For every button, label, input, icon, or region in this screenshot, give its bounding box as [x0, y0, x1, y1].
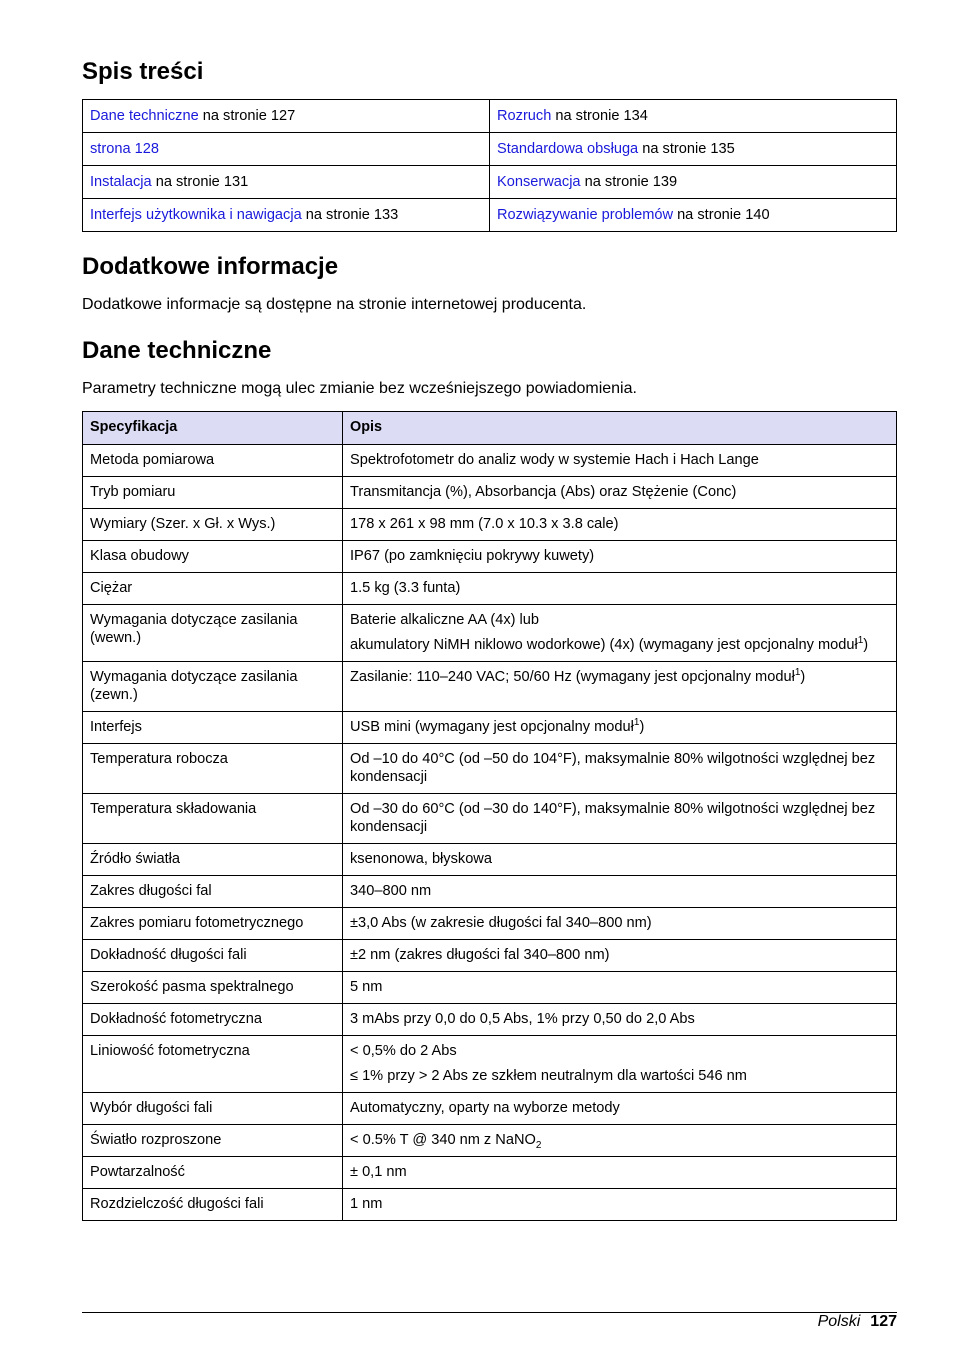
spec-description	[343, 573, 897, 605]
spec-description-line: 1 nm	[350, 1196, 383, 1212]
spec-description	[343, 477, 897, 509]
spec-description	[343, 1036, 897, 1093]
footer-language: Polski	[817, 1313, 861, 1330]
page-footer	[818, 1313, 897, 1331]
spec-row	[83, 744, 897, 794]
spec-name: Klasa obudowy	[83, 541, 343, 573]
footnote-ref: 1	[794, 667, 801, 678]
spec-row	[83, 1036, 897, 1093]
spec-description-line: ksenonowa, błyskowa	[350, 851, 492, 867]
spec-row	[83, 541, 897, 573]
toc-link[interactable]: strona 128	[90, 141, 159, 157]
spec-row	[83, 940, 897, 972]
toc-cell	[83, 100, 490, 133]
toc-page-ref: na stronie 127	[198, 108, 296, 124]
spec-name: Metoda pomiarowa	[83, 445, 343, 477]
spec-name: Liniowość fotometryczna	[83, 1036, 343, 1093]
toc-page-ref: na stronie 131	[151, 174, 249, 190]
toc-link[interactable]: Standardowa obsługa	[497, 141, 639, 157]
spec-name: Interfejs	[83, 712, 343, 744]
spec-description-line: 5 nm	[350, 979, 383, 995]
subscript: 2	[535, 1140, 542, 1151]
spec-description-line: < 0,5% do 2 Abs	[350, 1043, 457, 1059]
spec-description	[343, 445, 897, 477]
toc-link[interactable]: Dane techniczne	[90, 108, 199, 124]
toc-link[interactable]: Rozruch	[497, 108, 552, 124]
spec-row	[83, 605, 897, 662]
spec-name: Temperatura robocza	[83, 744, 343, 794]
spec-description	[343, 712, 897, 744]
toc-link[interactable]: Rozwiązywanie problemów	[497, 207, 674, 223]
spec-table	[82, 411, 897, 1221]
toc-row	[83, 166, 897, 199]
spec-description	[343, 1004, 897, 1036]
spec-row	[83, 1157, 897, 1189]
spec-name: Dokładność fotometryczna	[83, 1004, 343, 1036]
spec-description-line: Spektrofotometr do analiz wody w systemie Hach i Hach Lange	[350, 452, 759, 468]
spec-row	[83, 509, 897, 541]
spec-row	[83, 1189, 897, 1221]
spec-name: Źródło światła	[83, 844, 343, 876]
spec-row	[83, 662, 897, 712]
footnote-ref: 1	[857, 635, 864, 646]
spec-row	[83, 972, 897, 1004]
toc-cell	[83, 133, 490, 166]
spec-description	[343, 1157, 897, 1189]
spec-description	[343, 794, 897, 844]
extra-info-heading: Dodatkowe informacje	[82, 253, 339, 280]
toc-cell	[83, 166, 490, 199]
spec-row	[83, 477, 897, 509]
spec-description-line: Od –30 do 60°C (od –30 do 140°F), maksymalnie 80% wilgotności względnej bez kondensacji	[350, 801, 876, 835]
spec-row	[83, 573, 897, 605]
spec-header-specification: Specyfikacja	[83, 412, 343, 445]
spec-description	[343, 876, 897, 908]
toc-page-ref: na stronie 134	[551, 108, 648, 124]
spec-row	[83, 908, 897, 940]
spec-name: Dokładność długości fali	[83, 940, 343, 972]
extra-info-text: Dodatkowe informacje są dostępne na stronie internetowej producenta.	[82, 296, 587, 313]
spec-row	[83, 1093, 897, 1125]
spec-row	[83, 712, 897, 744]
spec-description-line: < 0.5% T @ 340 nm z NaNO$_2$	[350, 1132, 542, 1151]
toc-row	[83, 100, 897, 133]
spec-row	[83, 844, 897, 876]
spec-description-line: 340–800 nm	[350, 883, 432, 899]
spec-description	[343, 509, 897, 541]
spec-description-line: 1.5 kg (3.3 funta)	[350, 580, 461, 596]
spec-description	[343, 1189, 897, 1221]
spec-description	[343, 541, 897, 573]
toc-page-ref: na stronie 139	[580, 174, 678, 190]
spec-description	[343, 908, 897, 940]
specs-intro: Parametry techniczne mogą ulec zmianie bez wcześniejszego powiadomienia.	[82, 380, 637, 397]
spec-name: Wybór długości fali	[83, 1093, 343, 1125]
spec-description	[343, 1125, 897, 1157]
spec-description-line: ±3,0 Abs (w zakresie długości fal 340–800 nm)	[350, 915, 652, 931]
spec-name: Wymagania dotyczące zasilania (zewn.)	[83, 662, 343, 712]
footer-rule	[82, 1312, 897, 1313]
spec-name: Wymagania dotyczące zasilania (wewn.)	[83, 605, 343, 662]
toc-link[interactable]: Interfejs użytkownika i nawigacja	[90, 207, 302, 223]
toc-table	[82, 99, 897, 232]
toc-row	[83, 199, 897, 232]
spec-row	[83, 876, 897, 908]
spec-row	[83, 445, 897, 477]
spec-name: Zakres pomiaru fotometrycznego	[83, 908, 343, 940]
page-number: 127	[870, 1313, 897, 1330]
spec-description-line: akumulatory NiMH niklowo wodorkowe) (4x) (wymagany jest opcjonalny moduł$^1$)	[350, 635, 869, 653]
toc-cell	[83, 199, 490, 232]
toc-row	[83, 133, 897, 166]
spec-description-line: 3 mAbs przy 0,0 do 0,5 Abs, 1% przy 0,50 do 2,0 Abs	[350, 1011, 695, 1027]
toc-page-ref: na stronie 135	[638, 141, 735, 157]
spec-header-row	[83, 412, 897, 445]
spec-description	[343, 744, 897, 794]
spec-description-line: Od –10 do 40°C (od –50 do 104°F), maksymalnie 80% wilgotności względnej bez kondensacji	[350, 751, 876, 785]
spec-description-line: ±2 nm (zakres długości fal 340–800 nm)	[350, 947, 610, 963]
toc-page-ref: na stronie 133	[301, 207, 399, 223]
spec-row	[83, 1004, 897, 1036]
spec-row	[83, 794, 897, 844]
toc-link[interactable]: Instalacja	[90, 174, 152, 190]
spec-description-line: 178 x 261 x 98 mm (7.0 x 10.3 x 3.8 cale)	[350, 516, 619, 532]
spec-name: Światło rozproszone	[83, 1125, 343, 1157]
spec-header-description: Opis	[343, 412, 897, 445]
spec-description	[343, 1093, 897, 1125]
footnote-ref: 1	[633, 717, 640, 728]
spec-description	[343, 972, 897, 1004]
spec-name: Zakres długości fal	[83, 876, 343, 908]
spec-description-line: USB mini (wymagany jest opcjonalny moduł$^1$)	[350, 717, 645, 735]
spec-name: Tryb pomiaru	[83, 477, 343, 509]
spec-description-line: Zasilanie: 110–240 VAC; 50/60 Hz (wymagany jest opcjonalny moduł$^1$)	[350, 667, 806, 685]
spec-description-line: Transmitancja (%), Absorbancja (Abs) oraz Stężenie (Conc)	[350, 484, 737, 500]
spec-description	[343, 662, 897, 712]
toc-link[interactable]: Konserwacja	[497, 174, 581, 190]
spec-description-line: ± 0,1 nm	[350, 1164, 407, 1180]
spec-name: Wymiary (Szer. x Gł. x Wys.)	[83, 509, 343, 541]
spec-description-line: Automatyczny, oparty na wyborze metody	[350, 1100, 620, 1116]
toc-cell	[490, 166, 897, 199]
spec-description	[343, 940, 897, 972]
spec-name: Powtarzalność	[83, 1157, 343, 1189]
toc-cell	[490, 100, 897, 133]
specs-heading: Dane techniczne	[82, 337, 272, 364]
spec-description	[343, 605, 897, 662]
spec-row	[83, 1125, 897, 1157]
spec-description-line: Baterie alkaliczne AA (4x) lub	[350, 612, 540, 628]
spec-name: Rozdzielczość długości fali	[83, 1189, 343, 1221]
spec-name: Szerokość pasma spektralnego	[83, 972, 343, 1004]
spec-name: Ciężar	[83, 573, 343, 605]
toc-cell	[490, 199, 897, 232]
spec-name: Temperatura składowania	[83, 794, 343, 844]
toc-heading: Spis treści	[82, 58, 204, 85]
toc-page-ref: na stronie 140	[673, 207, 770, 223]
spec-description	[343, 844, 897, 876]
spec-description-line: IP67 (po zamknięciu pokrywy kuwety)	[350, 548, 595, 564]
toc-cell	[490, 133, 897, 166]
spec-description-line: ≤ 1% przy > 2 Abs ze szkłem neutralnym dla wartości 546 nm	[350, 1068, 747, 1084]
